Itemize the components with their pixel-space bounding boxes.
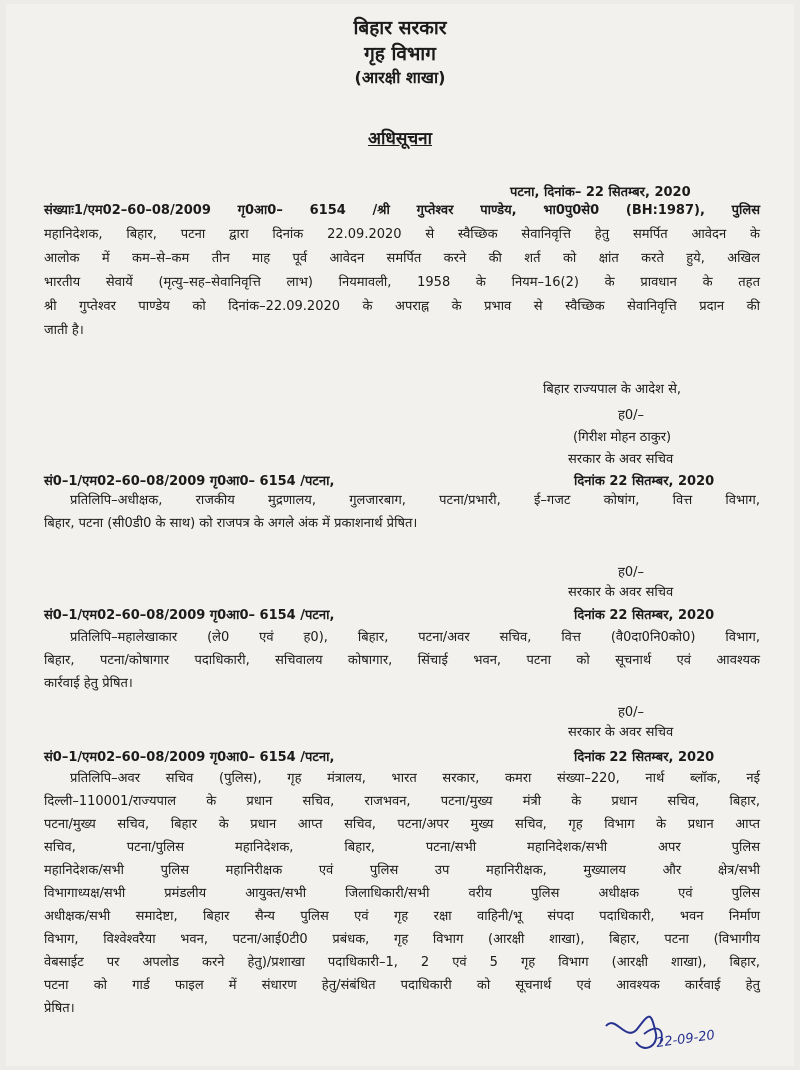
department-name: गृह विभाग xyxy=(364,43,436,65)
govt-name: बिहार सरकार xyxy=(353,17,447,39)
notification-line: संख्याः1/एम02–60–08/2009 गृ0आ0– 6154 /श्री गुप्तेश्वर पाण्डेय, भा0पु0से0 (BH:1987), पुलिस xyxy=(44,203,760,218)
copy-date: दिनांक 22 सितम्बर, 2020 xyxy=(574,474,715,489)
notification-line: भारतीय सेवायें (मृत्यु–सह–सेवानिवृत्ति लाभ) नियमावली, 1958 के नियम–16(2) के प्रावधान के तहत xyxy=(44,275,760,290)
copy-reference: सं0–1/एम02–60–08/2009 गृ0आ0– 6154 /पटना, xyxy=(44,750,335,765)
copy-line: प्रतिलिपि–अवर सचिव (पुलिस), गृह मंत्रालय, भारत सरकार, कमरा संख्या–220, नार्थ ब्लॉक, नई xyxy=(70,771,760,786)
signatory-designation: सरकार के अवर सचिव xyxy=(568,452,674,467)
notification-line: जाती है। xyxy=(44,323,84,338)
copy-line: पटना को गार्ड फाइल में संधारण हेतु/संबंधित पदाधिकारी को सूचनार्थ एवं आवश्यक कार्रवाई हेतु xyxy=(44,978,760,993)
copy-line: सचिव, पटना/पुलिस महानिदेशक, बिहार, पटना/सभी महानिदेशक/सभी अपर पुलिस xyxy=(44,840,760,855)
signatory-designation: सरकार के अवर सचिव xyxy=(568,585,674,600)
signatory-name: (गिरीश मोहन ठाकुर) xyxy=(573,430,672,445)
copy-line: प्रतिलिपि–महालेखाकार (ले0 एवं ह0), बिहार, पटना/अवर सचिव, वित्त (वै0दा0नि0को0) विभाग, xyxy=(70,630,760,645)
branch-name: (आरक्षी शाखा) xyxy=(354,68,446,87)
notification-title: अधिसूचना xyxy=(368,129,432,149)
copy-line: बिहार, पटना (सी0डी0 के साथ) को राजपत्र के अगले अंक में प्रकाशनार्थ प्रेषित। xyxy=(44,516,418,531)
notification-line: श्री गुप्तेश्वर पाण्डेय को दिनांक–22.09.2020 के अपराह्न के प्रभाव से स्वैच्छिक सेवानिवृत्ति प्रदान की xyxy=(44,299,760,314)
signatory-designation: सरकार के अवर सचिव xyxy=(568,725,674,740)
copy-line: वेबसाईट पर अपलोड करने हेतु)/प्रशाखा पदाधिकारी–1, 2 एवं 5 गृह विभाग (आरक्षी शाखा), बिहार, xyxy=(44,955,760,970)
copy-line: महानिदेशक/सभी पुलिस महानिरीक्षक एवं पुलिस उप महानिरीक्षक, मुख्यालय और क्षेत्र/सभी xyxy=(44,863,760,878)
copy-line: प्रेषित। xyxy=(44,1001,75,1016)
copy-date: दिनांक 22 सितम्बर, 2020 xyxy=(574,608,715,623)
copy-line: कार्रवाई हेतु प्रेषित। xyxy=(44,676,133,691)
copy-reference: सं0–1/एम02–60–08/2009 गृ0आ0– 6154 /पटना, xyxy=(44,608,335,623)
signed-mark: ह0/– xyxy=(618,565,645,580)
notification-line: महानिदेशक, बिहार, पटना द्वारा दिनांक 22.09.2020 से स्वैच्छिक सेवानिवृत्ति हेतु समर्पित आवेदन के xyxy=(44,227,760,242)
document-page xyxy=(6,4,794,1066)
copy-line: विभागाध्यक्ष/सभी प्रमंडलीय आयुक्त/सभी जिलाधिकारी/सभी वरीय पुलिस अधीक्षक एवं पुलिस xyxy=(44,886,760,901)
by-order: बिहार राज्यपाल के आदेश से, xyxy=(543,382,682,397)
copy-line: विभाग, विश्वेश्वरैया भवन, पटना/आई0टी0 प्रबंधक, गृह विभाग (आरक्षी शाखा), बिहार, पटना (विभागीय xyxy=(44,932,760,947)
signed-mark: ह0/– xyxy=(618,705,645,720)
signed-mark: ह0/– xyxy=(618,408,645,423)
copy-line: पटना/मुख्य सचिव, बिहार के प्रधान आप्त सचिव, पटना/अपर मुख्य सचिव, गृह विभाग के प्रधान आप्त xyxy=(44,817,760,832)
copy-line: बिहार, पटना/कोषागार पदाधिकारी, सचिवालय कोषागार, सिंचाई भवन, पटना को सूचनार्थ एवं आवश्यक xyxy=(44,653,760,668)
copy-date: दिनांक 22 सितम्बर, 2020 xyxy=(574,750,715,765)
copy-reference: सं0–1/एम02–60–08/2009 गृ0आ0– 6154 /पटना, xyxy=(44,474,335,489)
copy-line: दिल्ली–110001/राज्यपाल के प्रधान सचिव, राजभवन, पटना/मुख्य मंत्री के प्रधान सचिव, बिहार, xyxy=(44,794,760,809)
place-date: पटना, दिनांक– 22 सितम्बर, 2020 xyxy=(510,185,691,200)
copy-line: अधीक्षक/सभी समादेष्टा, बिहार सैन्य पुलिस एवं गृह रक्षा वाहिनी/भू संपदा पदाधिकारी, भवन निर्माण xyxy=(44,909,760,924)
notification-line: आलोक में कम–से–कम तीन माह पूर्व आवेदन समर्पित करने की शर्त को क्षांत करते हुये, अखिल xyxy=(44,251,760,266)
signature-date: 22-09-20 xyxy=(655,1027,716,1052)
copy-line: प्रतिलिपि–अधीक्षक, राजकीय मुद्रणालय, गुलजारबाग, पटना/प्रभारी, ई–गजट कोषांग, वित्त विभाग, xyxy=(70,493,760,508)
